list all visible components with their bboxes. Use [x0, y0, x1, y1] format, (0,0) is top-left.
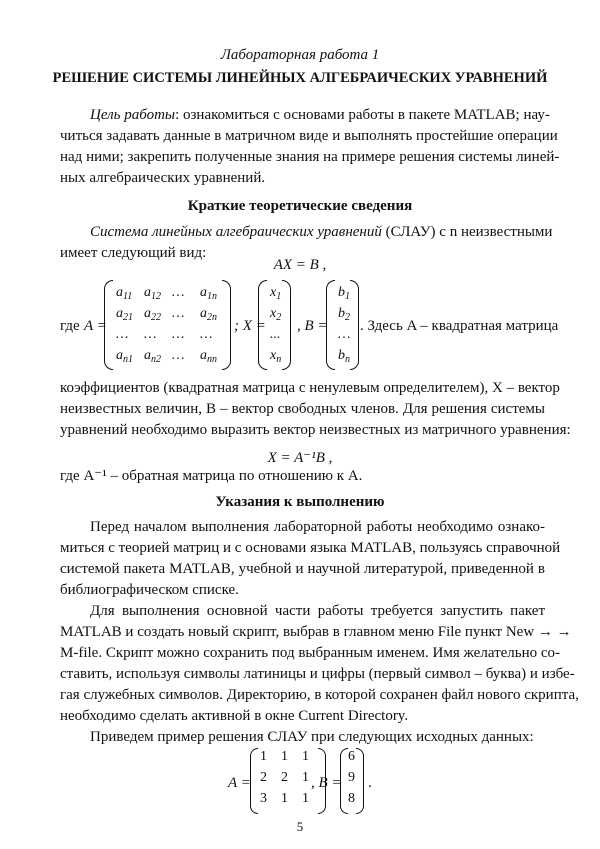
matrix-a-entry: $a_{n1}$ [116, 348, 133, 365]
theory-intro-italic: Система линейных алгебраических уравнений [90, 224, 382, 240]
matrix-a-entry: $a_{12}$ [144, 285, 161, 302]
goal-line-1-text: : ознакомиться с основами работы в пакете MATLAB; нау- [175, 107, 550, 123]
example-matrix-a-entry: 1 [302, 749, 309, 764]
example-vector-b [340, 748, 370, 814]
theory-intro-line-1 [90, 224, 553, 241]
left-paren [340, 748, 348, 814]
left-paren [258, 280, 267, 370]
left-paren [250, 748, 258, 814]
goal-label: Цель работы [90, 107, 176, 123]
matrix-a-entry: $a_{11}$ [116, 285, 133, 302]
right-paren [356, 748, 364, 814]
left-paren [326, 280, 335, 370]
matrix-a-entry: … [116, 327, 129, 342]
instructions-heading: Указания к выполнению [215, 494, 385, 510]
example-matrix-a-entry: 1 [260, 749, 267, 764]
left-paren [104, 280, 113, 370]
vector-x [258, 280, 298, 370]
vector-b-entry: $b_2$ [338, 306, 350, 323]
page-title: РЕШЕНИЕ СИСТЕМЫ ЛИНЕЙНЫХ АЛГЕБРАИЧЕСКИХ УРАВНЕНИЙ [52, 70, 548, 86]
instr-p2-line-4: ставить, используя символы латиницы и цифры (первый символ – буква) и избе- [60, 666, 575, 682]
instr-p1-line-1: Перед началом выполнения лабораторной работы необходимо ознако- [90, 519, 545, 535]
example-matrix-a-entry: 2 [260, 770, 267, 785]
inverse-note: где A⁻¹ – обратная матрица по отношению к A. [60, 468, 363, 484]
matrix-a-entry: $a_{1n}$ [200, 285, 217, 302]
example-matrix-a-entry: 1 [281, 791, 288, 806]
instr-p3-line-1: Приведем пример решения СЛАУ при следующих исходных данных: [90, 729, 534, 745]
example-matrix-a-entry: 2 [281, 770, 288, 785]
matrix-a-entry: … [144, 327, 157, 342]
instr-p1-line-4: библиографическом списке. [60, 582, 239, 598]
theory-p2-line-1: коэффициентов (квадратная матрица с ненулевым определителем), X – вектор [60, 380, 560, 396]
instr-p2-line-2: MATLAB и создать новый скрипт, выбрав в главном меню File пункт New → → [60, 624, 572, 640]
vector-b-label: , B = [297, 318, 328, 334]
theory-p2-line-2: неизвестных величин, B – вектор свободных членов. Для решения системы [60, 401, 545, 417]
matrix-a [104, 280, 234, 370]
matrix-a-entry: $a_{2n}$ [200, 306, 217, 323]
vector-b-entry: $b_1$ [338, 285, 350, 302]
example-a-label: A = [228, 775, 251, 791]
matrix-x-label: ; X = [234, 318, 266, 334]
goal-line-1 [90, 107, 550, 124]
vector-x-entry: $x_1$ [270, 285, 282, 302]
vector-x-entry: ... [270, 327, 281, 342]
equation-ax-b: AX = B , [273, 257, 327, 273]
goal-line-3: над ними; закрепить полученные знания на примере решения системы линей- [60, 149, 560, 165]
example-vector-b-entry: 6 [348, 749, 355, 764]
matrix-description: . Здесь A – квадратная матрица [360, 318, 559, 334]
matrix-a-entry: $a_{22}$ [144, 306, 161, 323]
matrix-a-label: A = [84, 318, 107, 334]
example-matrix-a-entry: 1 [281, 749, 288, 764]
goal-line-4: ных алгебраических уравнений. [60, 170, 266, 186]
theory-heading: Краткие теоретические сведения [187, 198, 413, 214]
instr-p2-line-3: M-file. Скрипт можно сохранить под выбранным именем. Имя желательно со- [60, 645, 561, 661]
matrix-a-entry: … [172, 327, 185, 342]
example-vector-b-entry: 8 [348, 791, 355, 806]
theory-intro-rest: (СЛАУ) с n неизвестными [381, 224, 553, 240]
example-vector-b-entry: 9 [348, 770, 355, 785]
theory-p2-line-3: уравнений необходимо выразить вектор неизвестных из матричного уравнения: [60, 422, 571, 438]
right-paren [350, 280, 359, 370]
equation-inverse: X = A⁻¹B , [267, 450, 333, 466]
matrix-a-entry: … [172, 285, 185, 300]
where-label: где [60, 318, 80, 334]
goal-line-2: читься задавать данные в матричном виде и выполнять простейшие операции [60, 128, 558, 144]
right-paren [282, 280, 291, 370]
example-matrix-a-entry: 1 [302, 770, 309, 785]
instr-p2-line-1: Для выполнения основной части работы требуется запустить пакет [90, 603, 545, 619]
instr-p2-line-6: необходимо сделать активной в окне Current Directory. [60, 708, 409, 724]
lab-label: Лабораторная работа 1 [220, 47, 380, 63]
example-matrix-a-entry: 1 [302, 791, 309, 806]
matrix-a-entry: … [172, 306, 185, 321]
example-end: . [368, 775, 372, 791]
instr-p2-line-5: гая служебных символов. Директорию, в которой сохранен файл нового скрипта, [60, 687, 579, 703]
right-paren [222, 280, 231, 370]
vector-x-entry: $x_2$ [270, 306, 282, 323]
page-number: 5 [296, 819, 304, 834]
theory-intro-line-2: имеет следующий вид: [60, 245, 207, 261]
matrix-a-entry: … [200, 327, 213, 342]
instr-p1-line-3: системой пакета MATLAB, учебной и научной литературой, приведенной в [60, 561, 545, 577]
vector-x-entry: $x_n$ [270, 348, 282, 365]
example-matrix-a-entry: 3 [260, 791, 267, 806]
matrix-a-entry: $a_{n2}$ [144, 348, 161, 365]
matrix-a-entry: $a_{21}$ [116, 306, 133, 323]
vector-b-entry: … [338, 327, 351, 342]
matrix-a-entry: $a_{nn}$ [200, 348, 217, 365]
matrix-a-entry: … [172, 348, 185, 363]
vector-b-entry: $b_n$ [338, 348, 350, 365]
example-b-label: , B = [311, 775, 342, 791]
instr-p1-line-2: миться с теорией матриц и с основами языка MATLAB, пользуясь справочной [60, 540, 561, 556]
